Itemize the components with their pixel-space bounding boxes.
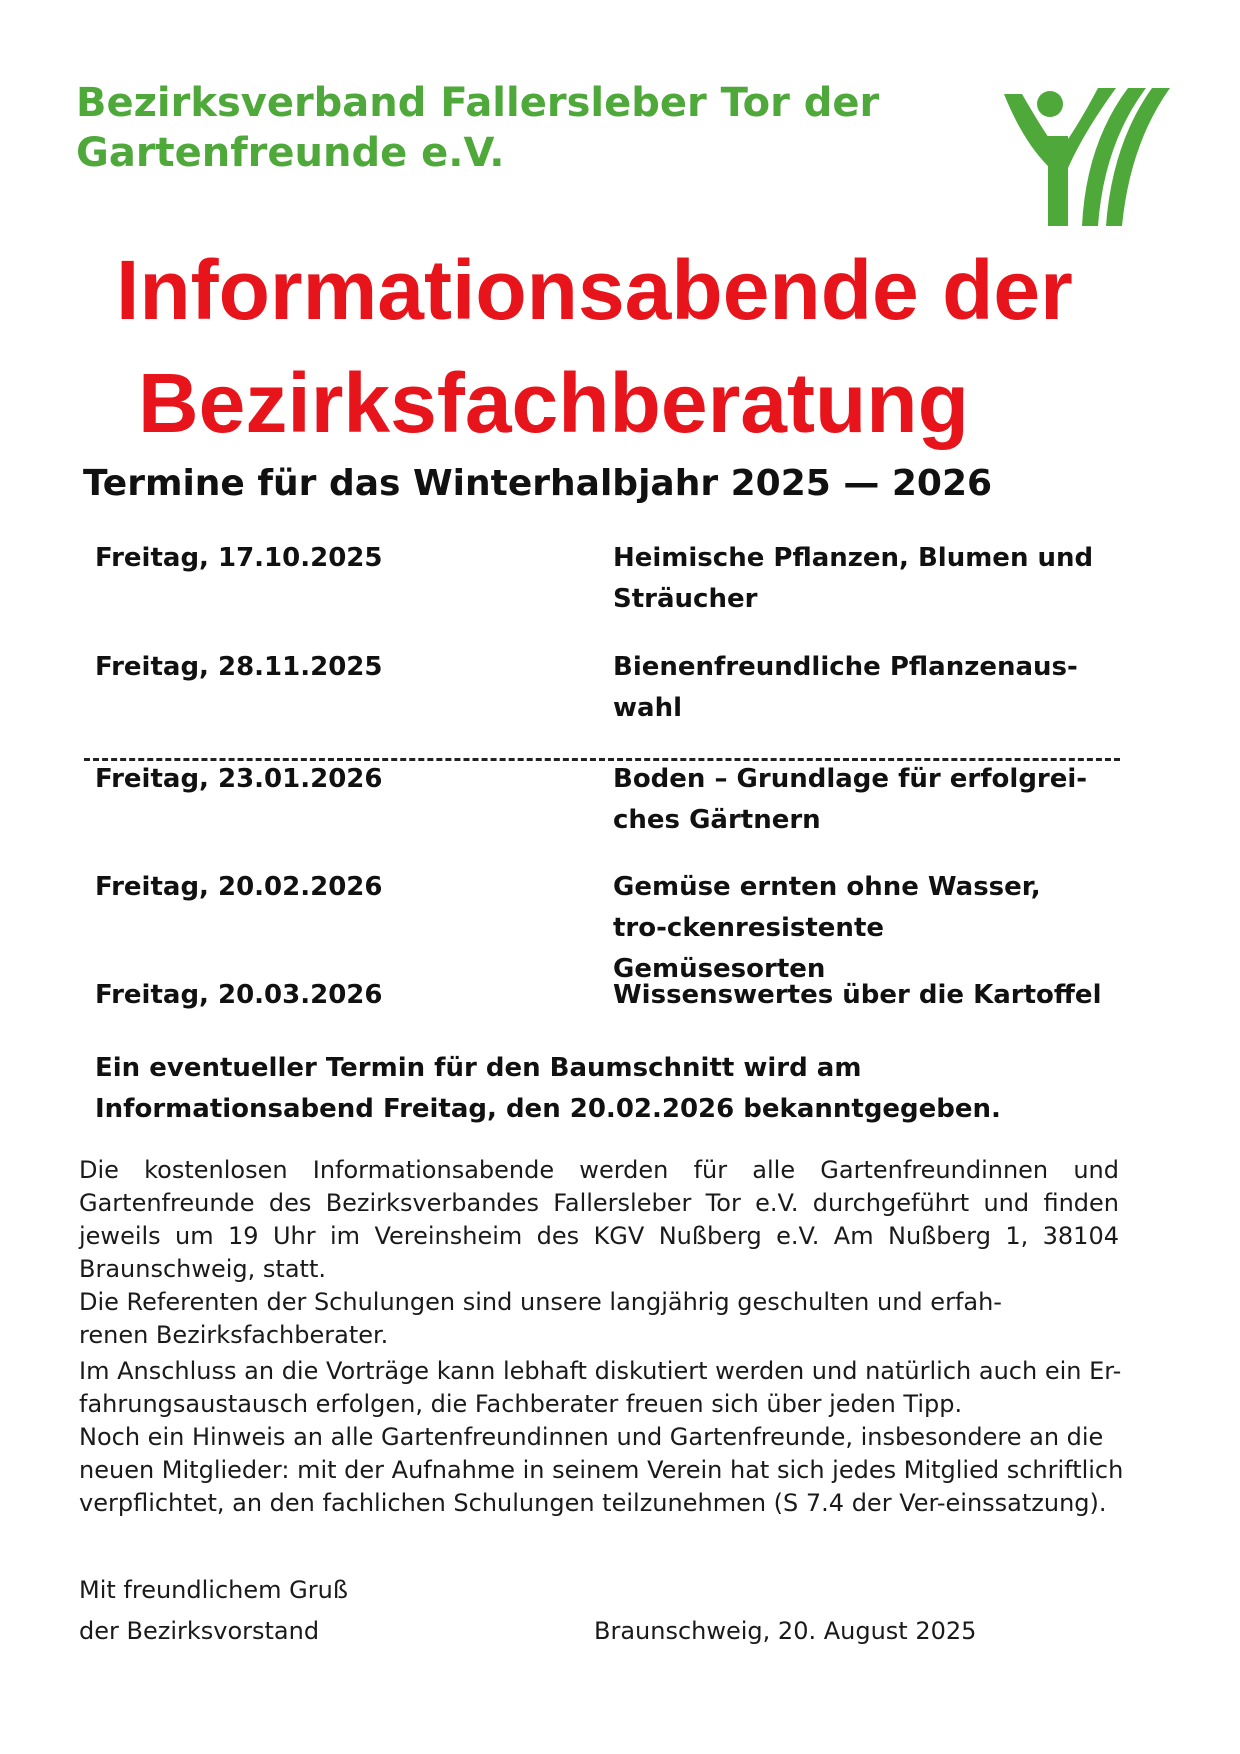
speakers-paragraph: Die Referenten der Schulungen sind unsere langjährig geschulten und erfah-renen Bezirksfachberater. [79,1288,1002,1349]
place-and-date: Braunschweig, 20. August 2025 [594,1617,977,1645]
logo-body [1048,136,1068,226]
main-title-line-2: Bezirksfachberatung [138,356,969,450]
schedule-subtitle: Termine für das Winterhalbjahr 2025 — 2026 [83,463,993,504]
event-topic: Gemüse ernten ohne Wasser, tro-ckenresistente Gemüsesorten [613,872,1041,984]
info-paragraph: Die kostenlosen Informationsabende werden für alle Gartenfreundinnen und Gartenfreunde des Bezirksverbandes Fallersleber Tor e.V. durchgeführt und finden jeweils um 19 Uhr im Vereinsheim des KGV Nußberg e.V. Am Nußberg 1, 38104 Braunschweig, statt. [79,1156,1119,1283]
greeting: Mit freundlichem Gruß [79,1576,348,1604]
event-date: Freitag, 23.01.2026 [95,764,383,794]
discussion-paragraph: Im Anschluss an die Vorträge kann lebhaft diskutiert werden und natürlich auch ein Er-fahrungsaustausch erfolgen, die Fachberater freuen sich über jeden Tipp. [79,1357,1122,1418]
main-title-line-1: Informationsabende der [116,243,1073,337]
event-date: Freitag, 20.02.2026 [95,872,383,902]
event-date: Freitag, 20.03.2026 [95,980,383,1010]
event-topic: Boden – Grundlage für erfolgrei-ches Gärtnern [613,764,1088,835]
event-topic: Bienenfreundliche Pflanzenaus-wahl [613,652,1078,723]
event-date: Freitag, 28.11.2025 [95,652,383,682]
event-date: Freitag, 17.10.2025 [95,543,383,573]
organization-name: Bezirksverband Fallersleber Tor der Gartenfreunde e.V. [76,80,880,176]
gardener-figure-logo [1004,84,1170,226]
event-topic: Wissenswertes über die Kartoffel [613,980,1102,1010]
pruning-note: Ein eventueller Termin für den Baumschnitt wird am Informationsabend Freitag, den 20.02.2026 bekanntgegeben. [95,1053,1001,1124]
event-topic: Heimische Pflanzen, Blumen und Sträucher [613,543,1094,614]
signature: der Bezirksvorstand [79,1617,320,1645]
logo-head [1037,91,1063,117]
membership-notice-paragraph: Noch ein Hinweis an alle Gartenfreundinnen und Gartenfreunde, insbesondere an die neuen Mitglieder: mit der Aufnahme in seinem Verein hat sich jedes Mitglied schriftlich verpflichtet, an den fachlichen Schulungen teilzunehmen (S 7.4 der Ver-einssatzung). [79,1423,1124,1517]
